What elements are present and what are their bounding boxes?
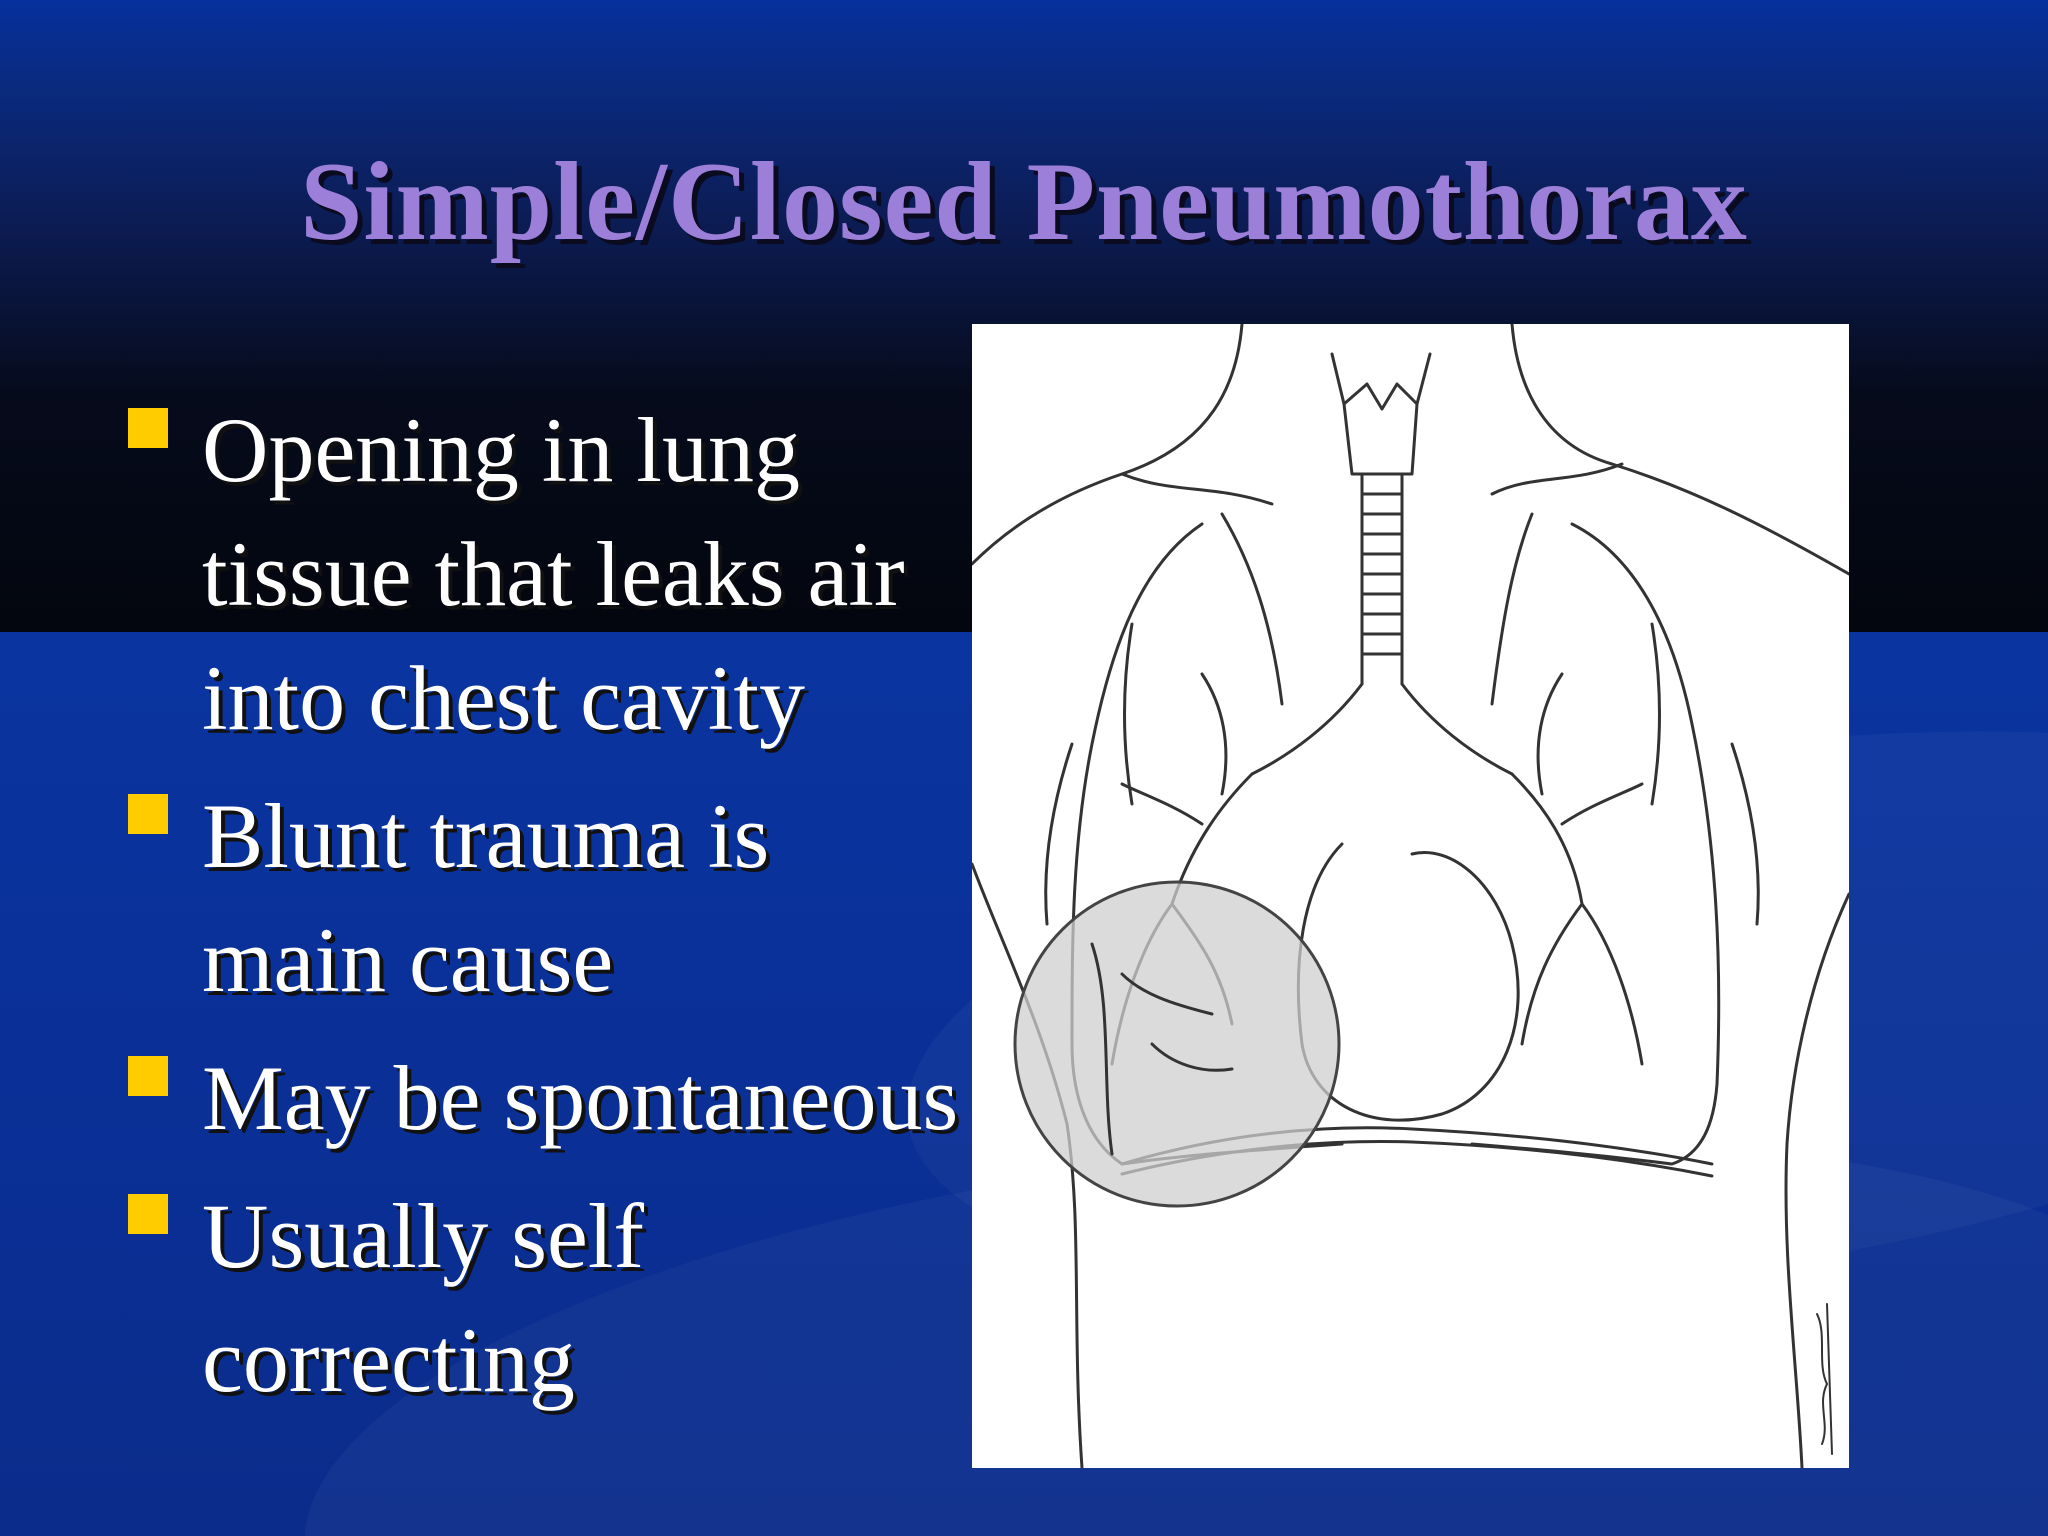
chest-lungs-anatomy-illustration	[972, 324, 1849, 1468]
bullet-item	[128, 1174, 968, 1422]
bullet-text: May be spontaneous	[202, 1047, 959, 1149]
bullet-item	[128, 1036, 968, 1160]
bullet-square-icon	[128, 408, 168, 448]
slide-title: Simple/Closed Pneumothorax	[300, 140, 1748, 264]
bullet-item	[128, 388, 968, 760]
bullet-square-icon	[128, 794, 168, 834]
bullet-list	[128, 388, 968, 1436]
bullet-item	[128, 774, 968, 1022]
bullet-text: Blunt trauma is main cause	[202, 785, 770, 1011]
bullet-square-icon	[128, 1194, 168, 1234]
bullet-text: Usually self correcting	[202, 1185, 645, 1411]
bullet-text: Opening in lung tissue that leaks air into chest cavity	[202, 399, 905, 749]
bullet-square-icon	[128, 1056, 168, 1096]
